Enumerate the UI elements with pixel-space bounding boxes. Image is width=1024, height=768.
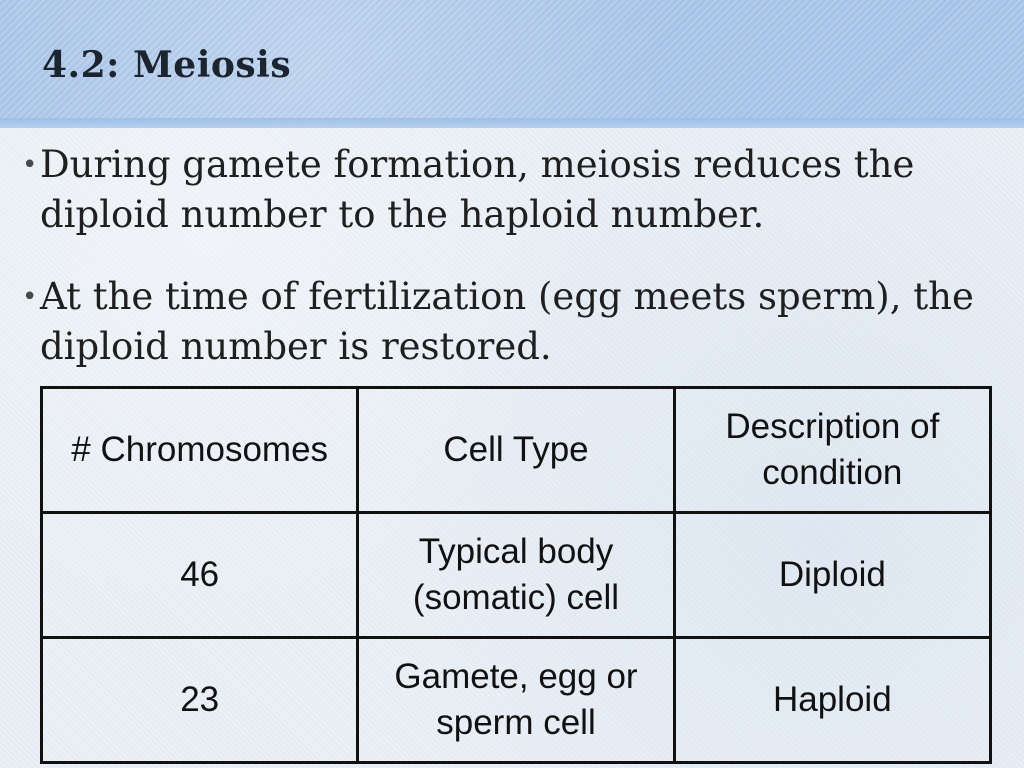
- table-row: [42, 513, 991, 638]
- bullet-list: [22, 140, 1002, 404]
- table-cell: 46: [42, 513, 358, 638]
- table-cell: 23: [42, 638, 358, 763]
- bullet-item: [22, 272, 1002, 372]
- title-bar: [0, 0, 1024, 128]
- chromosome-table-container: [40, 386, 992, 756]
- chromosome-table: [40, 386, 992, 764]
- bullet-text: At the time of fertilization (egg meets sperm), the diploid number is restored.: [40, 275, 974, 368]
- bullet-marker: •: [22, 282, 38, 312]
- bullet-marker: •: [22, 150, 38, 180]
- table-cell: Gamete, egg or sperm cell: [358, 638, 674, 763]
- header-cell-description: Description of condition: [674, 388, 990, 513]
- bullet-text: During gamete formation, meiosis reduces the diploid number to the haploid number.: [40, 143, 915, 236]
- table-cell: Haploid: [674, 638, 990, 763]
- table-header-row: [42, 388, 991, 513]
- table-row: [42, 638, 991, 763]
- slide-title: 4.2: Meiosis: [42, 44, 292, 86]
- header-cell-cell-type: Cell Type: [358, 388, 674, 513]
- table-cell: Typical body (somatic) cell: [358, 513, 674, 638]
- header-cell-chromosomes: # Chromosomes: [42, 388, 358, 513]
- bullet-item: [22, 140, 1002, 240]
- table-cell: Diploid: [674, 513, 990, 638]
